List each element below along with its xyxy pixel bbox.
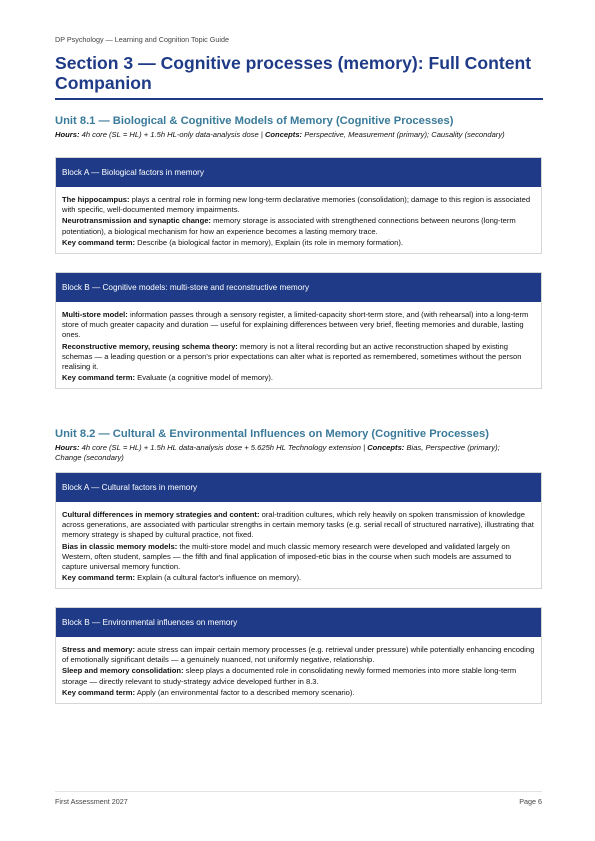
item-text: Apply (an environmental factor to a described memory scenario). — [136, 687, 355, 697]
block-item — [62, 542, 535, 573]
block-body — [56, 187, 541, 253]
item-term: Sleep and memory consolidation: — [62, 666, 184, 676]
item-text: acute stress can impair certain memory processes (e.g. retrieval under pressure) while potentially enhancing encoding of emotionally significant details — a genuinely nuanced, not uniformly negative, relationship. — [62, 645, 535, 665]
section-title: Section 3 — Cognitive processes (memory): Full Content Companion — [55, 53, 532, 93]
unit-8-1-block-a — [55, 157, 542, 254]
concepts-text: Perspective, Measurement (primary); Causality (secondary) — [304, 130, 505, 139]
item-term: Stress and memory: — [62, 645, 136, 654]
block-item — [62, 238, 535, 248]
unit-8-2-meta — [55, 443, 525, 463]
item-term: Cultural differences in memory strategies and content: — [62, 510, 260, 519]
footer-divider — [55, 791, 542, 792]
block-header: Block A — Cultural factors in memory — [56, 473, 541, 502]
block-body — [56, 637, 541, 703]
block-item — [62, 195, 535, 215]
concepts-text: Bias, Perspective (primary); Change (secondary) — [55, 443, 500, 462]
item-term: Key command term: — [62, 687, 136, 697]
block-header: Block A — Biological factors in memory — [56, 158, 541, 187]
running-header: DP Psychology — Learning and Cognition Topic Guide — [55, 35, 229, 44]
block-item — [62, 216, 535, 236]
item-term: Multi-store model: — [62, 310, 128, 319]
block-item — [62, 573, 535, 583]
hours-text: 4h core (SL = HL) + 1.5h HL-only data-analysis dose | — [81, 130, 265, 139]
hours-text: 4h core (SL = HL) + 1.5h HL data-analysis dose + 5.625h HL Technology extension | — [81, 443, 368, 452]
unit-8-2-block-b — [55, 607, 542, 704]
concepts-label: Concepts: — [367, 443, 405, 452]
unit-8-2-block-a — [55, 472, 542, 589]
hours-label: Hours: — [55, 443, 80, 452]
unit-8-1-block-b — [55, 272, 542, 389]
item-term: The hippocampus: — [62, 195, 130, 204]
item-text: information passes through a sensory register, a limited-capacity short-term store, and (with rehearsal) into a long-term store of much greater capacity and duration — useful for explaining differences between very brief, fleeting memories and durable, lasting ones. — [62, 310, 529, 340]
block-item — [62, 510, 535, 541]
item-text: Explain (a cultural factor's influence on memory). — [137, 573, 302, 583]
block-item — [62, 310, 535, 341]
item-text: Evaluate (a cognitive model of memory). — [137, 373, 274, 383]
item-term: Key command term: — [62, 237, 136, 247]
block-item — [62, 342, 535, 373]
concepts-label: Concepts: — [264, 130, 303, 139]
block-body — [56, 502, 541, 588]
item-term: Reconstructive memory, reusing schema theory: — [62, 341, 238, 351]
title-divider — [55, 98, 543, 100]
item-term: Bias in classic memory models: — [62, 541, 178, 551]
item-term: Key command term: — [62, 573, 136, 583]
unit-8-1-title: Unit 8.1 — Biological & Cognitive Models of Memory (Cognitive Processes) — [55, 115, 454, 127]
item-text: memory storage is associated with strengthened connections between neurons (long-term potentiation), a biological mechanism for how an experience becomes a lasting memory trace. — [62, 216, 516, 236]
item-text: the multi-store model and much classic memory research were developed and validated largely on Western, often student, samples — the fifth and final application of imposed-etic bias in the course when such models are assumed to capture universal memory function. — [62, 541, 512, 572]
item-term: Key command term: — [62, 373, 136, 383]
unit-8-1-meta — [55, 130, 525, 140]
block-item — [62, 688, 535, 698]
item-text: memory is not a literal recording but an active reconstruction shaped by existing schemas — a leading question or a person's prior expectations can alter what is reported as remembered, sometimes without the person realising it. — [62, 341, 522, 372]
item-text: oral-tradition cultures, which rely heavily on spoken transmission of knowledge across generations, are associated with particular strengths in certain memory tasks (e.g. serial recall of structured narrative), illustrating that memory strategy is shaped by cultural practice, not fixed. — [62, 510, 534, 540]
block-header: Block B — Cognitive models: multi-store and reconstructive memory — [56, 273, 541, 302]
item-text: sleep plays a documented role in consolidating newly formed memories into more stable long-term storage — directly relevant to study-strategy advice developed further in 8.3. — [62, 666, 517, 686]
item-term: Neurotransmission and synaptic change: — [62, 216, 211, 226]
block-item — [62, 373, 535, 383]
block-body — [56, 302, 541, 388]
footer-edition: First Assessment 2027 — [55, 797, 128, 806]
page-number: Page 6 — [519, 797, 542, 806]
item-text: plays a central role in forming new long-term declarative memories (consolidation); damage to this region is associated with specific, well-documented memory impairments. — [62, 195, 531, 215]
item-text: Describe (a biological factor in memory), Explain (its role in memory formation). — [137, 237, 404, 247]
block-item — [62, 666, 535, 686]
unit-8-2-title: Unit 8.2 — Cultural & Environmental Influences on Memory (Cognitive Processes) — [55, 428, 489, 440]
hours-label: Hours: — [55, 130, 80, 139]
block-item — [62, 645, 535, 665]
block-header: Block B — Environmental influences on memory — [56, 608, 541, 637]
